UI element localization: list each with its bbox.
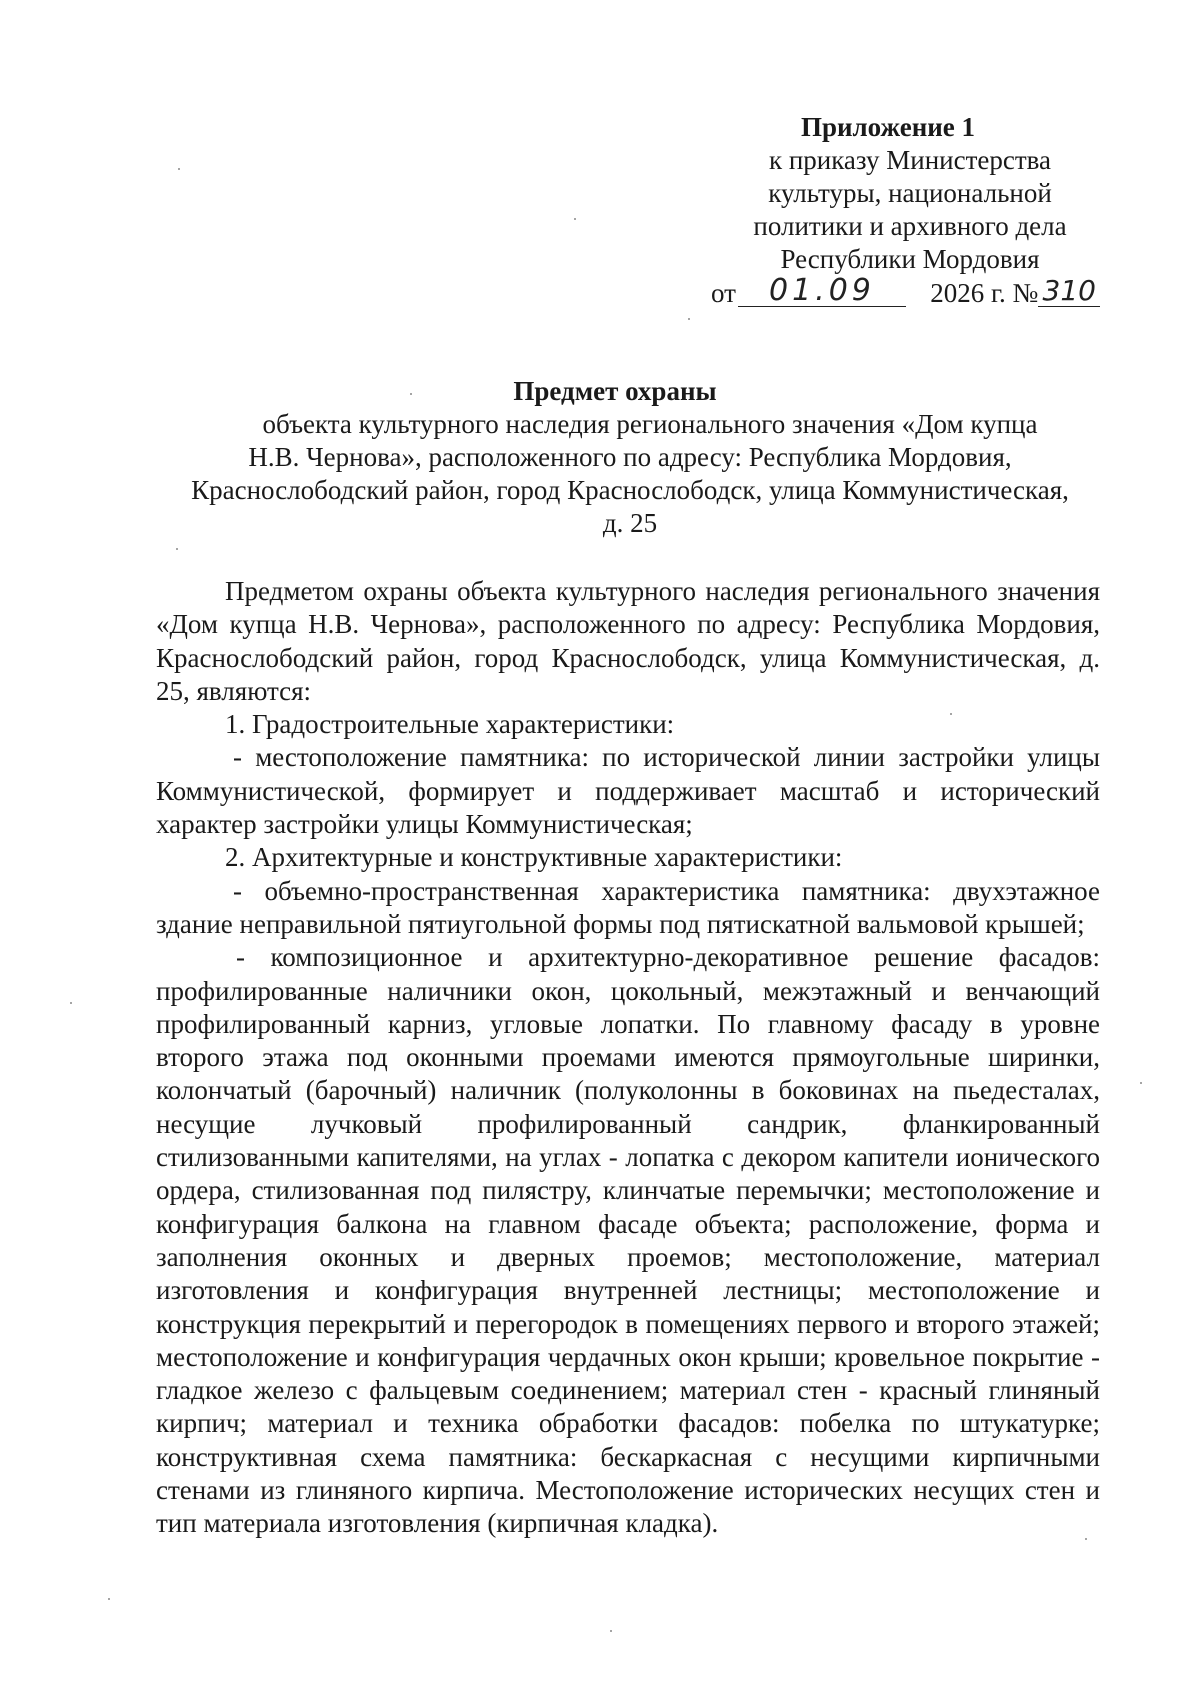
scan-speck	[108, 1598, 110, 1600]
annex-title: Приложение 1	[800, 112, 976, 142]
annex-line: культуры, национальной	[768, 178, 1052, 208]
annex-line: к приказу Министерства	[768, 145, 1052, 175]
document-body	[156, 575, 1100, 1541]
section-item: - композиционное и архитектурно-декоративное решение фасадов: профилированные наличники окон, цокольный, межэтажный и венчающий профилированный карниз, угловые лопатки. По главному фасаду в уровне второго этажа под оконными проемами имеются прямоугольные ширинки, колончатый (барочный) наличник (полуколонны в боковинах на пьедесталах, несущие лучковый профилированный сандрик, фланкированный стилизованными капителями, на углах - лопатка с декором капители ионического ордера, стилизованная под пилястру, клинчатые перемычки; местоположение и конфигурация балкона на главном фасаде объекта; расположение, форма и заполнения оконных и дверных проемов; местоположение, материал изготовления и конфигурация внутренней лестницы; местоположение и конструкция перекрытий и перегородок в помещениях первого и второго этажей; местоположение и конфигурация чердачных окон крыши; кровельное покрытие - гладкое железо с фальцевым соединением; материал стен - красный глиняный кирпич; материал и техника обработки фасадов: побелка по штукатурке; конструктивная схема памятника: бескаркасная с несущими кирпичными стенами из глиняного кирпича. Местоположение исторических несущих стен и тип материала изготовления (кирпичная кладка).	[156, 942, 1100, 1539]
heading-subtitle-line: д. 25	[602, 508, 658, 538]
order-reference	[711, 273, 1100, 310]
scan-speck	[950, 713, 952, 715]
scan-speck	[176, 548, 178, 550]
section-title: 1. Градостроительные характеристики:	[225, 709, 675, 740]
scan-speck	[1085, 1538, 1087, 1540]
scan-speck	[610, 1630, 612, 1632]
handwritten-order-date: 01.09	[738, 276, 906, 307]
scan-speck	[688, 318, 690, 320]
order-prefix: от	[711, 278, 736, 308]
annex-line: политики и архивного дела	[753, 211, 1067, 241]
heading-subtitle-line: Краснослободский район, город Краснослободск, улица Коммунистическая,	[191, 475, 1069, 505]
section-item: - местоположение памятника: по исторической линии застройки улицы Коммунистической, формирует и поддерживает масштаб и исторический характер застройки улицы Коммунистическая;	[156, 742, 1100, 840]
intro-paragraph: Предметом охраны объекта культурного наследия регионального значения «Дом купца Н.В. Чернова», расположенного по адресу: Республика Мордовия, Краснослободский район, город Краснослободск, улица Коммунистическая, д. 25, являются:	[156, 576, 1100, 706]
scan-speck	[70, 1002, 72, 1004]
scan-speck	[410, 393, 412, 395]
heading-subtitle-line: объекта культурного наследия регионального значения «Дом купца	[262, 409, 1038, 439]
scan-speck	[574, 218, 576, 220]
annex-line: Республики Мордовия	[780, 244, 1040, 274]
order-year: 2026 г. №	[930, 278, 1039, 308]
heading-title: Предмет охраны	[513, 376, 717, 406]
heading-subtitle-line: Н.В. Чернова», расположенного по адресу: Республика Мордовия,	[248, 442, 1012, 472]
section-title: 2. Архитектурные и конструктивные характеристики:	[225, 842, 843, 873]
heading-subtitle	[160, 408, 1100, 540]
annex-block	[700, 111, 1120, 276]
scan-speck	[1140, 1082, 1142, 1084]
section-item: - объемно-пространственная характеристика памятника: двухэтажное здание неправильной пятиугольной формы под пятискатной вальмовой крышей;	[156, 875, 1100, 939]
handwritten-order-number: 310	[1038, 276, 1100, 307]
document-heading	[160, 375, 1100, 540]
scan-speck	[178, 168, 180, 170]
